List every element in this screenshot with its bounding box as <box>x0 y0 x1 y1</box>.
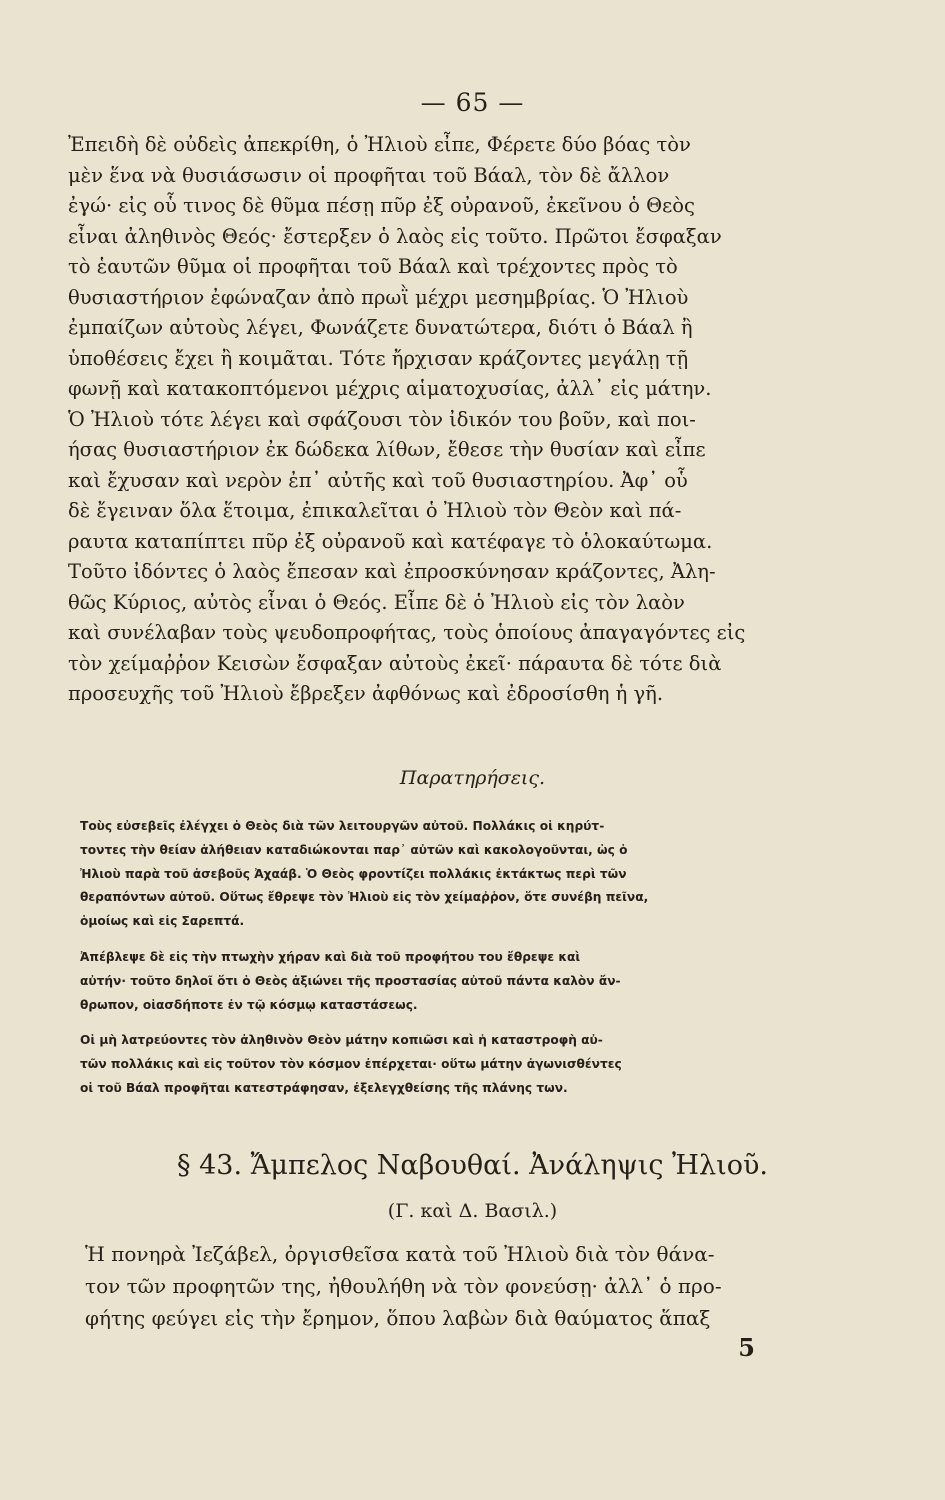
text-line: τὸν χείμαῤῥον Κεισὼν ἔσφαξαν αὐτοὺς ἐκεῖ· πάραυτα δὲ τότε διὰ <box>68 651 722 675</box>
text-line: ἐγώ· εἰς οὗ τινος δὲ θῦμα πέσῃ πῦρ ἐξ οὐρανοῦ, ἐκεῖνου ὁ Θεὸς <box>68 194 695 217</box>
text-line: ραυτα καταπίπτει πῦρ ἐξ οὐρανοῦ καὶ κατέφαγε τὸ ὁλοκαύτωμα. <box>68 529 713 553</box>
text-line: δὲ ἔγειναν ὅλα ἕτοιμα, ἐπικαλεῖται ὁ Ἠλιοὺ τὸν Θεὸν καὶ πά- <box>68 499 682 522</box>
note-line: Ἠλιοὺ παρὰ τοῦ ἀσεβοῦς Ἀχαάβ. Ὁ Θεὸς φροντίζει πολλάκις ἐκτάκτως περὶ τῶν <box>80 866 627 881</box>
text-line: τον τῶν προφητῶν της, ἠθουλήθη νὰ τὸν φονεύσῃ· ἀλλ᾽ ὁ προ- <box>85 1274 722 1298</box>
note-line: ὁμοίως καὶ εἰς Σαρεπτά. <box>80 914 245 929</box>
page-number: — 65 — <box>420 88 525 117</box>
observations-notes <box>80 815 765 1101</box>
text-line: τὸ ἑαυτῶν θῦμα οἱ προφῆται τοῦ Βάαλ καὶ τρέχοντες πρὸς τὸ <box>68 255 678 278</box>
paragraph-gap <box>80 1017 765 1029</box>
note-line: Τοὺς εὐσεβεῖς ἐλέγχει ὁ Θεὸς διὰ τῶν λειτουργῶν αὐτοῦ. Πολλάκις οἱ κηρύτ- <box>80 819 605 833</box>
note-line: Οἱ μὴ λατρεύοντες τὸν ἀληθινὸν Θεὸν μάτην κοπιῶσι καὶ ἡ καταστροφὴ αὐ- <box>80 1033 603 1048</box>
text-line: θυσιαστήριον ἐφώναζαν ἀπὸ πρωῒ μέχρι μεσημβρίας. Ὁ Ἠλιοὺ <box>68 285 689 309</box>
text-line: φήτης φεύγει εἰς τὴν ἔρημον, ὅπου λαβὼν διὰ θαύματος ἅπαξ <box>85 1306 711 1330</box>
text-line: καὶ ἔχυσαν καὶ νερὸν ἐπ᾽ αὐτῆς καὶ τοῦ θυσιαστηρίου. Ἀφ᾽ οὗ <box>68 468 688 492</box>
text-line: φωνῇ καὶ κατακοπτόμενοι μέχρις αἱματοχυσίας, ἀλλ᾽ εἰς μάτην. <box>68 377 712 400</box>
signature-mark: 5 <box>738 1333 755 1362</box>
note-line: Ἀπέβλεψε δὲ εἰς τὴν πτωχὴν χήραν καὶ διὰ τοῦ προφήτου του ἔθρεψε καὶ <box>80 949 581 964</box>
note-line: θρωπον, οἱασδήποτε ἐν τῷ κόσμῳ καταστάσεως. <box>80 997 418 1012</box>
text-line: ήσας θυσιαστήριον ἐκ δώδεκα λίθων, ἔθεσε τὴν θυσίαν καὶ εἶπε <box>68 438 706 461</box>
section-source: (Γ. καὶ Δ. Βασιλ.) <box>387 1200 558 1222</box>
note-line: τοντες τὴν θείαν ἀλήθειαν καταδιώκονται παρ᾽ αὐτῶν καὶ κακολογοῦνται, ὡς ὁ <box>80 842 628 857</box>
note-line: αὐτήν· τοῦτο δηλοῖ ὅτι ὁ Θεὸς ἀξιώνει τῆς προστασίας αὐτοῦ πάντα καλὸν ἄν- <box>80 973 621 988</box>
text-line: προσευχῆς τοῦ Ἠλιοὺ ἔβρεξεν ἀφθόνως καὶ ἐδροσίσθη ἡ γῆ. <box>68 682 664 705</box>
observations-title: Παρατηρήσεις. <box>399 767 546 789</box>
text-line: Ἐπειδὴ δὲ οὐδεὶς ἀπεκρίθη, ὁ Ἠλιοὺ εἶπε, Φέρετε δύο βόας τὸν <box>68 133 691 156</box>
text-line: εἶναι ἀληθινὸς Θεός· ἔστερξεν ὁ λαὸς εἰς τοῦτο. Πρῶτοι ἔσφαξαν <box>68 224 722 248</box>
note-line: τῶν πολλάκις καὶ εἰς τοῦτον τὸν κόσμον ἐπέρχεται· οὕτω μάτην ἀγωνισθέντες <box>80 1057 622 1072</box>
note-line: οἱ τοῦ Βάαλ προφῆται κατεστράφησαν, ἐξελεγχθείσης τῆς πλάνης των. <box>80 1080 568 1095</box>
paragraph-gap <box>80 934 765 946</box>
text-line: Ἡ πονηρὰ Ἰεζάβελ, ὀργισθεῖσα κατὰ τοῦ Ἠλιοὺ διὰ τὸν θάνα- <box>85 1242 715 1266</box>
section-heading: § 43. Ἄμπελος Ναβουθαί. Ἀνάληψις Ἠλιοῦ. <box>177 1150 768 1181</box>
text-line: Ὁ Ἠλιοὺ τότε λέγει καὶ σφάζουσι τὸν ἰδικόν του βοῦν, καὶ ποι- <box>68 407 696 431</box>
note-line: θεραπόντων αὐτοῦ. Οὕτως ἔθρεψε τὸν Ἠλιοὺ εἰς τὸν χείμαῤῥον, ὅτε συνέβη πεῖνα, <box>80 890 649 905</box>
text-line: Τοῦτο ἰδόντες ὁ λαὸς ἔπεσαν καὶ ἐπροσκύνησαν κράζοντες, Ἀλη- <box>68 560 716 583</box>
text-line: καὶ συνέλαβαν τοὺς ψευδοπροφήτας, τοὺς ὁποίους ἀπαγαγόντες εἰς <box>68 621 746 644</box>
main-text <box>68 130 763 710</box>
text-line: θῶς Κύριος, αὐτὸς εἶναι ὁ Θεός. Εἶπε δὲ ὁ Ἠλιοὺ εἰς τὸν λαὸν <box>68 590 685 614</box>
section-text <box>85 1238 765 1334</box>
text-line: ὑποθέσεις ἔχει ἢ κοιμᾶται. Τότε ἤρχισαν κράζοντες μεγάλῃ τῇ <box>68 346 689 370</box>
text-line: ἐμπαίζων αὐτοὺς λέγει, Φωνάζετε δυνατώτερα, διότι ὁ Βάαλ ἢ <box>68 316 693 339</box>
text-line: μὲν ἕνα νὰ θυσιάσωσιν οἱ προφῆται τοῦ Βάαλ, τὸν δὲ ἄλλον <box>68 163 670 187</box>
